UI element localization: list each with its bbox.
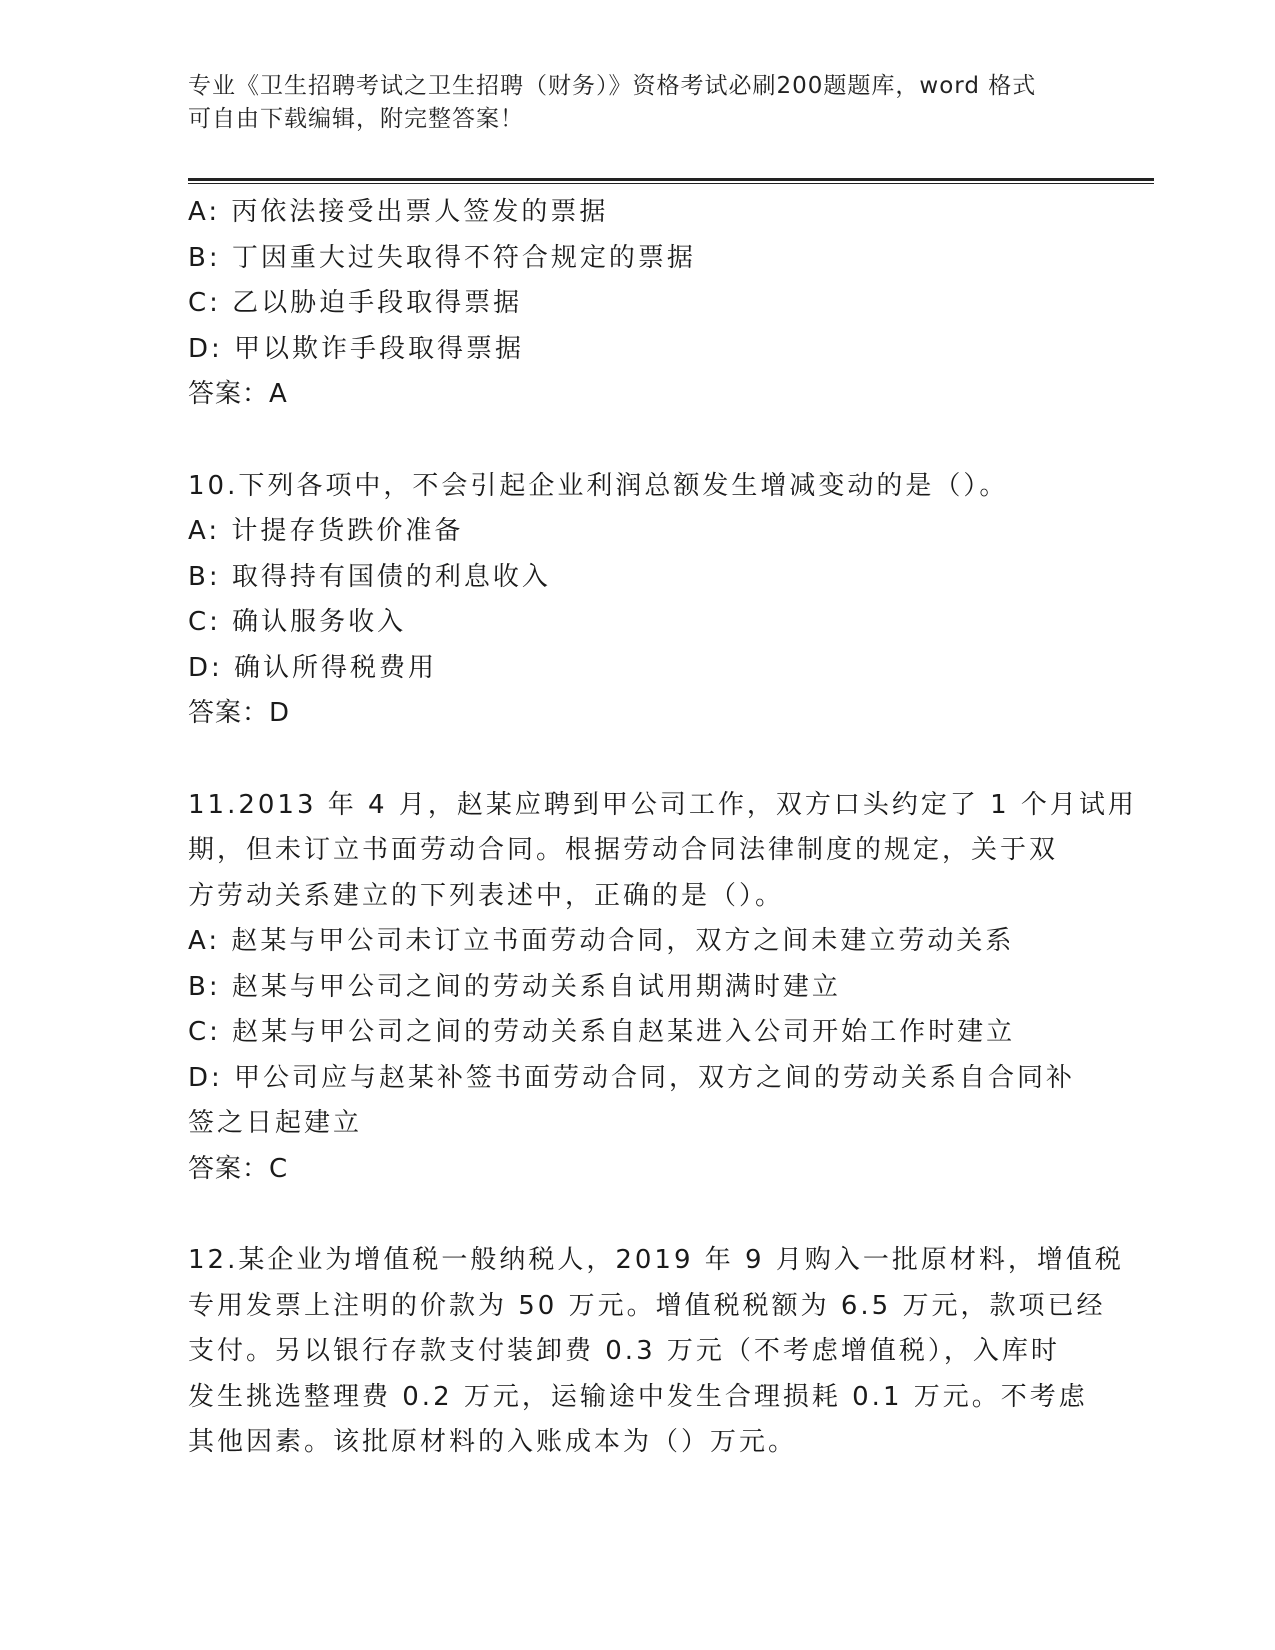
- document-body: [188, 190, 1137, 1466]
- q10-option-d: D: 确认所得税费用: [188, 652, 438, 683]
- document-header: [188, 70, 1068, 136]
- header-line-1: 专业《卫生招聘考试之卫生招聘（财务）》资格考试必刷200题题库，word 格式: [188, 73, 1037, 99]
- spacer: [188, 737, 1088, 783]
- q10-option-c: C: 确认服务收入: [188, 607, 407, 637]
- q10-option-b: B: 取得持有国债的利息收入: [188, 561, 551, 592]
- q9-option-a: A: 丙依法接受出票人签发的票据: [188, 197, 609, 227]
- q10-option-a: A: 计提存货跌价准备: [188, 516, 464, 546]
- q11-option-a: A: 赵某与甲公司未订立书面劳动合同，双方之间未建立劳动关系: [188, 926, 1015, 956]
- q11-stem-line-2: 期，但未订立书面劳动合同。根据劳动合同法律制度的规定，关于双: [188, 835, 1059, 865]
- q12-stem-line-5: 其他因素。该批原材料的入账成本为（）万元。: [188, 1427, 798, 1457]
- question-10: [188, 464, 1088, 737]
- q11-answer: 答案：C: [188, 1153, 289, 1184]
- question-9-options: [188, 190, 1088, 418]
- q12-stem-line-2: 专用发票上注明的价款为 50 万元。增值税税额为 6.5 万元，款项已经: [188, 1290, 1106, 1321]
- header-rule-thick: [188, 178, 1154, 181]
- spacer: [188, 418, 1088, 464]
- q10-stem: 10.下列各项中，不会引起企业利润总额发生增减变动的是（）。: [188, 470, 1009, 501]
- q11-stem-line-1: 11.2013 年 4 月，赵某应聘到甲公司工作，双方口头约定了 1 个月试用: [188, 789, 1137, 820]
- q12-stem-line-3: 支付。另以银行存款支付装卸费 0.3 万元（不考虑增值税），入库时: [188, 1336, 1060, 1366]
- header-line-2: 可自由下载编辑，附完整答案！: [188, 106, 524, 132]
- q12-stem-line-1: 12.某企业为增值税一般纳税人，2019 年 9 月购入一批原材料，增值税: [188, 1245, 1124, 1275]
- q9-answer: 答案：A: [188, 379, 288, 409]
- q11-option-c: C: 赵某与甲公司之间的劳动关系自赵某进入公司开始工作时建立: [188, 1017, 1016, 1047]
- question-12: [188, 1238, 1124, 1466]
- q11-stem-line-3: 方劳动关系建立的下列表述中，正确的是（）。: [188, 880, 785, 911]
- q10-answer: 答案：D: [188, 698, 291, 728]
- q11-option-d-line-2: 签之日起建立: [188, 1108, 363, 1138]
- q11-option-d-line-1: D: 甲公司应与赵某补签书面劳动合同，双方之间的劳动关系自合同补: [188, 1062, 1076, 1093]
- question-11: [188, 783, 1137, 1193]
- q12-stem-line-4: 发生挑选整理费 0.2 万元，运输途中发生合理损耗 0.1 万元。不考虑: [188, 1381, 1088, 1412]
- spacer: [188, 1192, 1088, 1238]
- q9-option-c: C: 乙以胁迫手段取得票据: [188, 288, 523, 318]
- header-rule-thin: [188, 183, 1154, 184]
- q9-option-d: D: 甲以欺诈手段取得票据: [188, 333, 525, 364]
- q9-option-b: B: 丁因重大过失取得不符合规定的票据: [188, 242, 696, 273]
- q11-option-b: B: 赵某与甲公司之间的劳动关系自试用期满时建立: [188, 971, 841, 1002]
